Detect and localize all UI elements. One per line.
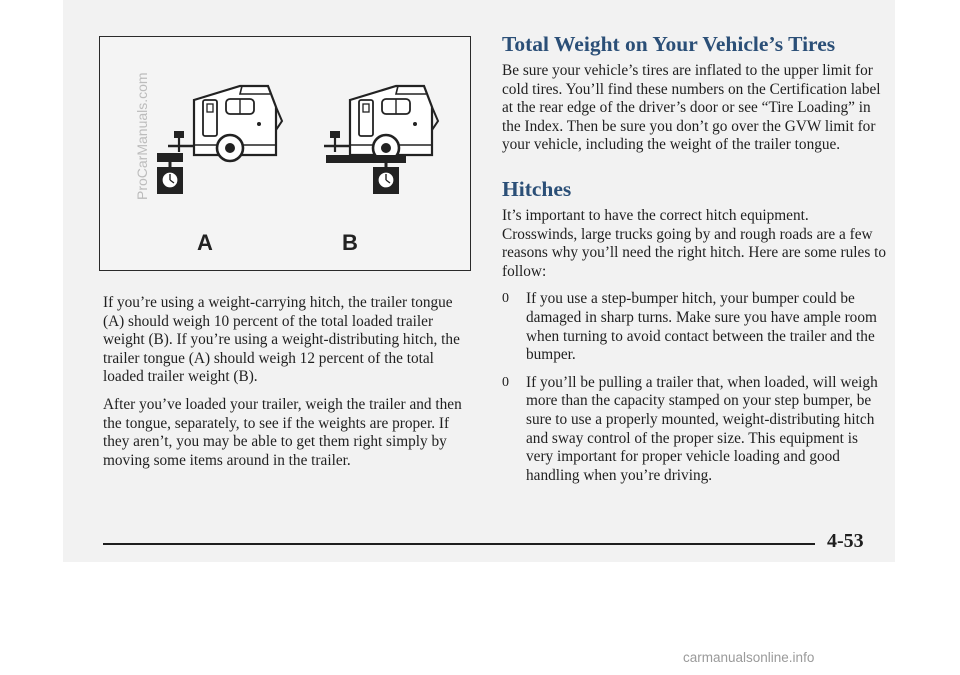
side-watermark: ProCarManuals.com (134, 72, 150, 200)
figure-label-b: B (342, 230, 358, 255)
trailer-a-icon (157, 86, 282, 194)
trailer-b-icon (324, 86, 438, 194)
bullet-text: If you use a step-bumper hitch, your bumper could be damaged in sharp turns. Make sure you have ample room when turning to avoid contact between the trailer and the bumper. (526, 290, 877, 364)
section-heading-hitches: Hitches (502, 177, 572, 201)
page-number: 4-53 (827, 530, 864, 552)
trailer-tongue-weight-figure (99, 36, 471, 271)
footer-rule (103, 543, 815, 545)
figure-label-a: A (197, 230, 213, 255)
hitch-rules-list (502, 290, 887, 485)
bullet-icon: 0 (502, 374, 509, 390)
hitches-intro-paragraph: It’s important to have the correct hitch equipment. Crosswinds, large trucks going by and rough roads are a few reasons why you’ll need the right hitch. Here are some rules to follow: (502, 207, 887, 280)
left-column-text (103, 294, 473, 479)
list-item (502, 374, 887, 486)
tire-weight-paragraph: Be sure your vehicle’s tires are inflated to the upper limit for cold tires. You’ll find these numbers on the Certification label at the rear edge of the driver’s door or see “Tire Loading” in the Index. Then be sure you don’t go over the GVW limit for your vehicle, including the weight of the trailer tongue. (502, 62, 881, 154)
trailer-scale-illustration (100, 37, 470, 270)
weighing-paragraph: After you’ve loaded your trailer, weigh the trailer and then the tongue, separately, to see if the weights are proper. If they aren’t, you may be able to get them right simply by moving some items around in the trailer. (103, 395, 462, 469)
list-item (502, 290, 887, 364)
tongue-weight-paragraph: If you’re using a weight-carrying hitch, the trailer tongue (A) should weigh 10 percent of the total loaded trailer weight (B). If you’re using a weight-distributing hitch, the trailer tongue (A) should weigh 12 percent of the total loaded trailer weight (B). (103, 294, 460, 386)
tire-weight-text (502, 62, 887, 164)
section-heading-tire-weight: Total Weight on Your Vehicle’s Tires (502, 32, 836, 56)
bottom-watermark: carmanualsonline.info (683, 650, 815, 665)
bullet-icon: 0 (502, 291, 509, 307)
hitches-text (502, 207, 887, 494)
bullet-text: If you’ll be pulling a trailer that, when loaded, will weigh more than the capacity stamped on your step bumper, be sure to use a properly mounted, weight-distributing hitch and sway control of the proper size. This equipment is very important for proper vehicle loading and good handling when you’re driving. (526, 373, 878, 484)
